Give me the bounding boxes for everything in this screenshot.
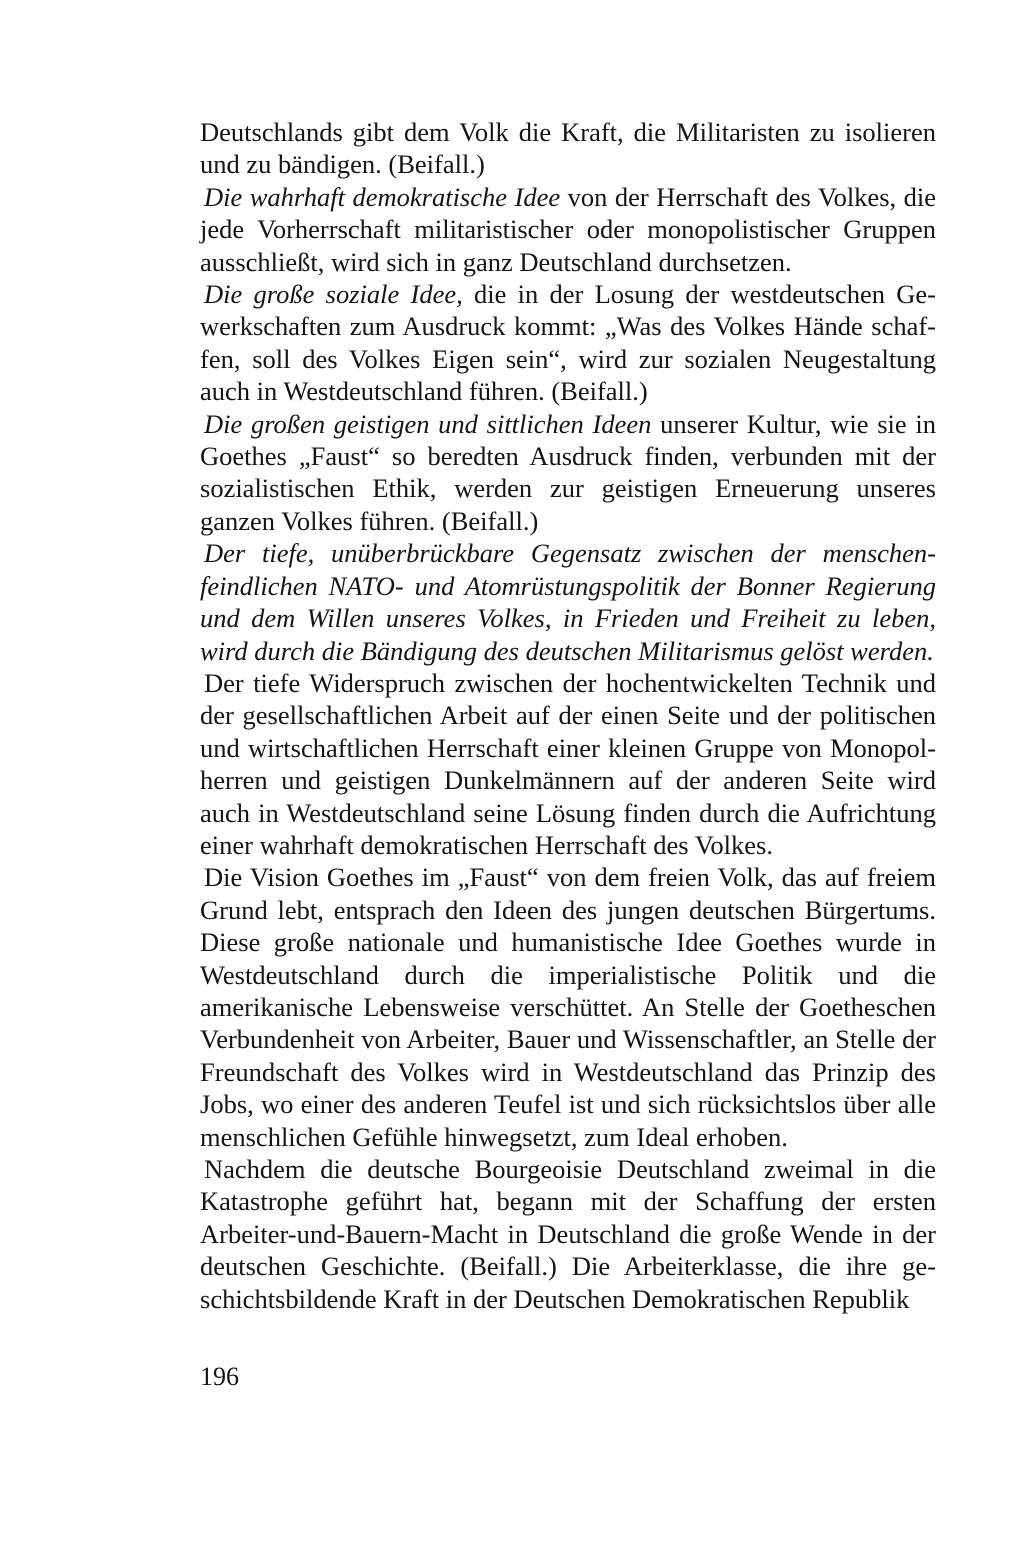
paragraph-1 xyxy=(200,116,936,181)
paragraph-1-text: Deutschlands gibt dem Volk die Kraft, die Militaristen zu isolieren und zu bändigen. (Beifall.) xyxy=(200,117,936,180)
paragraph-2-text: von der Herrschaft des Volkes, die jede Vorherrschaft militaristischer oder monopolistischer Gruppen ausschließt, wird sich in ganz Deutschland durchsetzen. xyxy=(200,181,936,277)
paragraph-6 xyxy=(200,667,936,861)
paragraph-3-text: die in der Losung der westdeutschen Gewerkschaften zum Ausdruck kommt: „Was des Volkes Hände schaffen, soll des Volkes Eigen sein“, wird zur sozialen Neugestaltung auch in Westdeutschland führen. (Beifall.) xyxy=(200,279,936,407)
paragraph-2 xyxy=(200,181,936,278)
page-number: 196 xyxy=(200,1362,239,1391)
paragraph-6-text: Der tiefe Widerspruch zwischen der hochentwickelten Technik und der gesellschaftlichen Arbeit auf der einen Seite und der politischen und wirtschaftlichen Herrschaft einer kleinen Gruppe von Monopolherren und geistigen Dunkelmännern auf der anderen Seite wird auch in Westdeutschland seine Lösung finden durch die Aufrichtung einer wahrhaft demokratischen Herrschaft des Volkes. xyxy=(200,667,936,860)
paragraph-8-text: Nachdem die deutsche Bourgeoisie Deutschland zweimal in die Katastrophe geführt hat, begann mit der Schaffung der ersten Arbeiter-und-Bauern-Macht in Deutschland die große Wende in der deutschen Geschichte. (Beifall.) Die Arbeiterklasse, die ihre geschichtsbildende Kraft in der Deutschen Demokratischen Republik xyxy=(200,1154,936,1314)
paragraph-3-emphasis: Die große soziale Idee, xyxy=(204,279,463,310)
paragraph-8 xyxy=(200,1153,936,1315)
page-body xyxy=(200,116,936,1315)
paragraph-3 xyxy=(200,278,936,408)
paragraph-2-emphasis: Die wahrhaft demokratische Idee xyxy=(204,181,561,212)
paragraph-4-text: unserer Kultur, wie sie in Goethes „Faust“ so beredten Ausdruck finden, verbunden mit der sozialistischen Ethik, werden zur geistigen Erneuerung unseres ganzen Volkes führen. (Beifall.) xyxy=(200,408,936,536)
paragraph-7-text: Die Vision Goethes im „Faust“ von dem freien Volk, das auf freiem Grund lebt, entsprach den Ideen des jungen deutschen Bürgertums. Diese große nationale und humanistische Idee Goethes wurde in Westdeutschland durch die imperialistische Politik und die amerikanische Lebensweise verschüttet. An Stelle der Goetheschen Verbundenheit von Arbeiter, Bauer und Wissenschaftler, an Stelle der Freundschaft des Volkes wird in Westdeutschland das Prinzip des Jobs, wo einer des anderen Teufel ist und sich rücksichtslos über alle menschlichen Gefühle hinwegsetzt, zum Ideal erhoben. xyxy=(200,862,936,1152)
paragraph-5-text: Der tiefe, unüberbrückbare Gegensatz zwischen der menschenfeindlichen NATO- und Atomrüstungspolitik der Bonner Regierung und dem Willen unseres Volkes, in Frieden und Freiheit zu leben, wird durch die Bändigung des deutschen Militarismus gelöst werden. xyxy=(200,538,936,666)
paragraph-4 xyxy=(200,408,936,538)
paragraph-5 xyxy=(200,537,936,667)
paragraph-7 xyxy=(200,861,936,1153)
paragraph-4-emphasis: Die großen geistigen und sittlichen Ideen xyxy=(204,408,652,439)
